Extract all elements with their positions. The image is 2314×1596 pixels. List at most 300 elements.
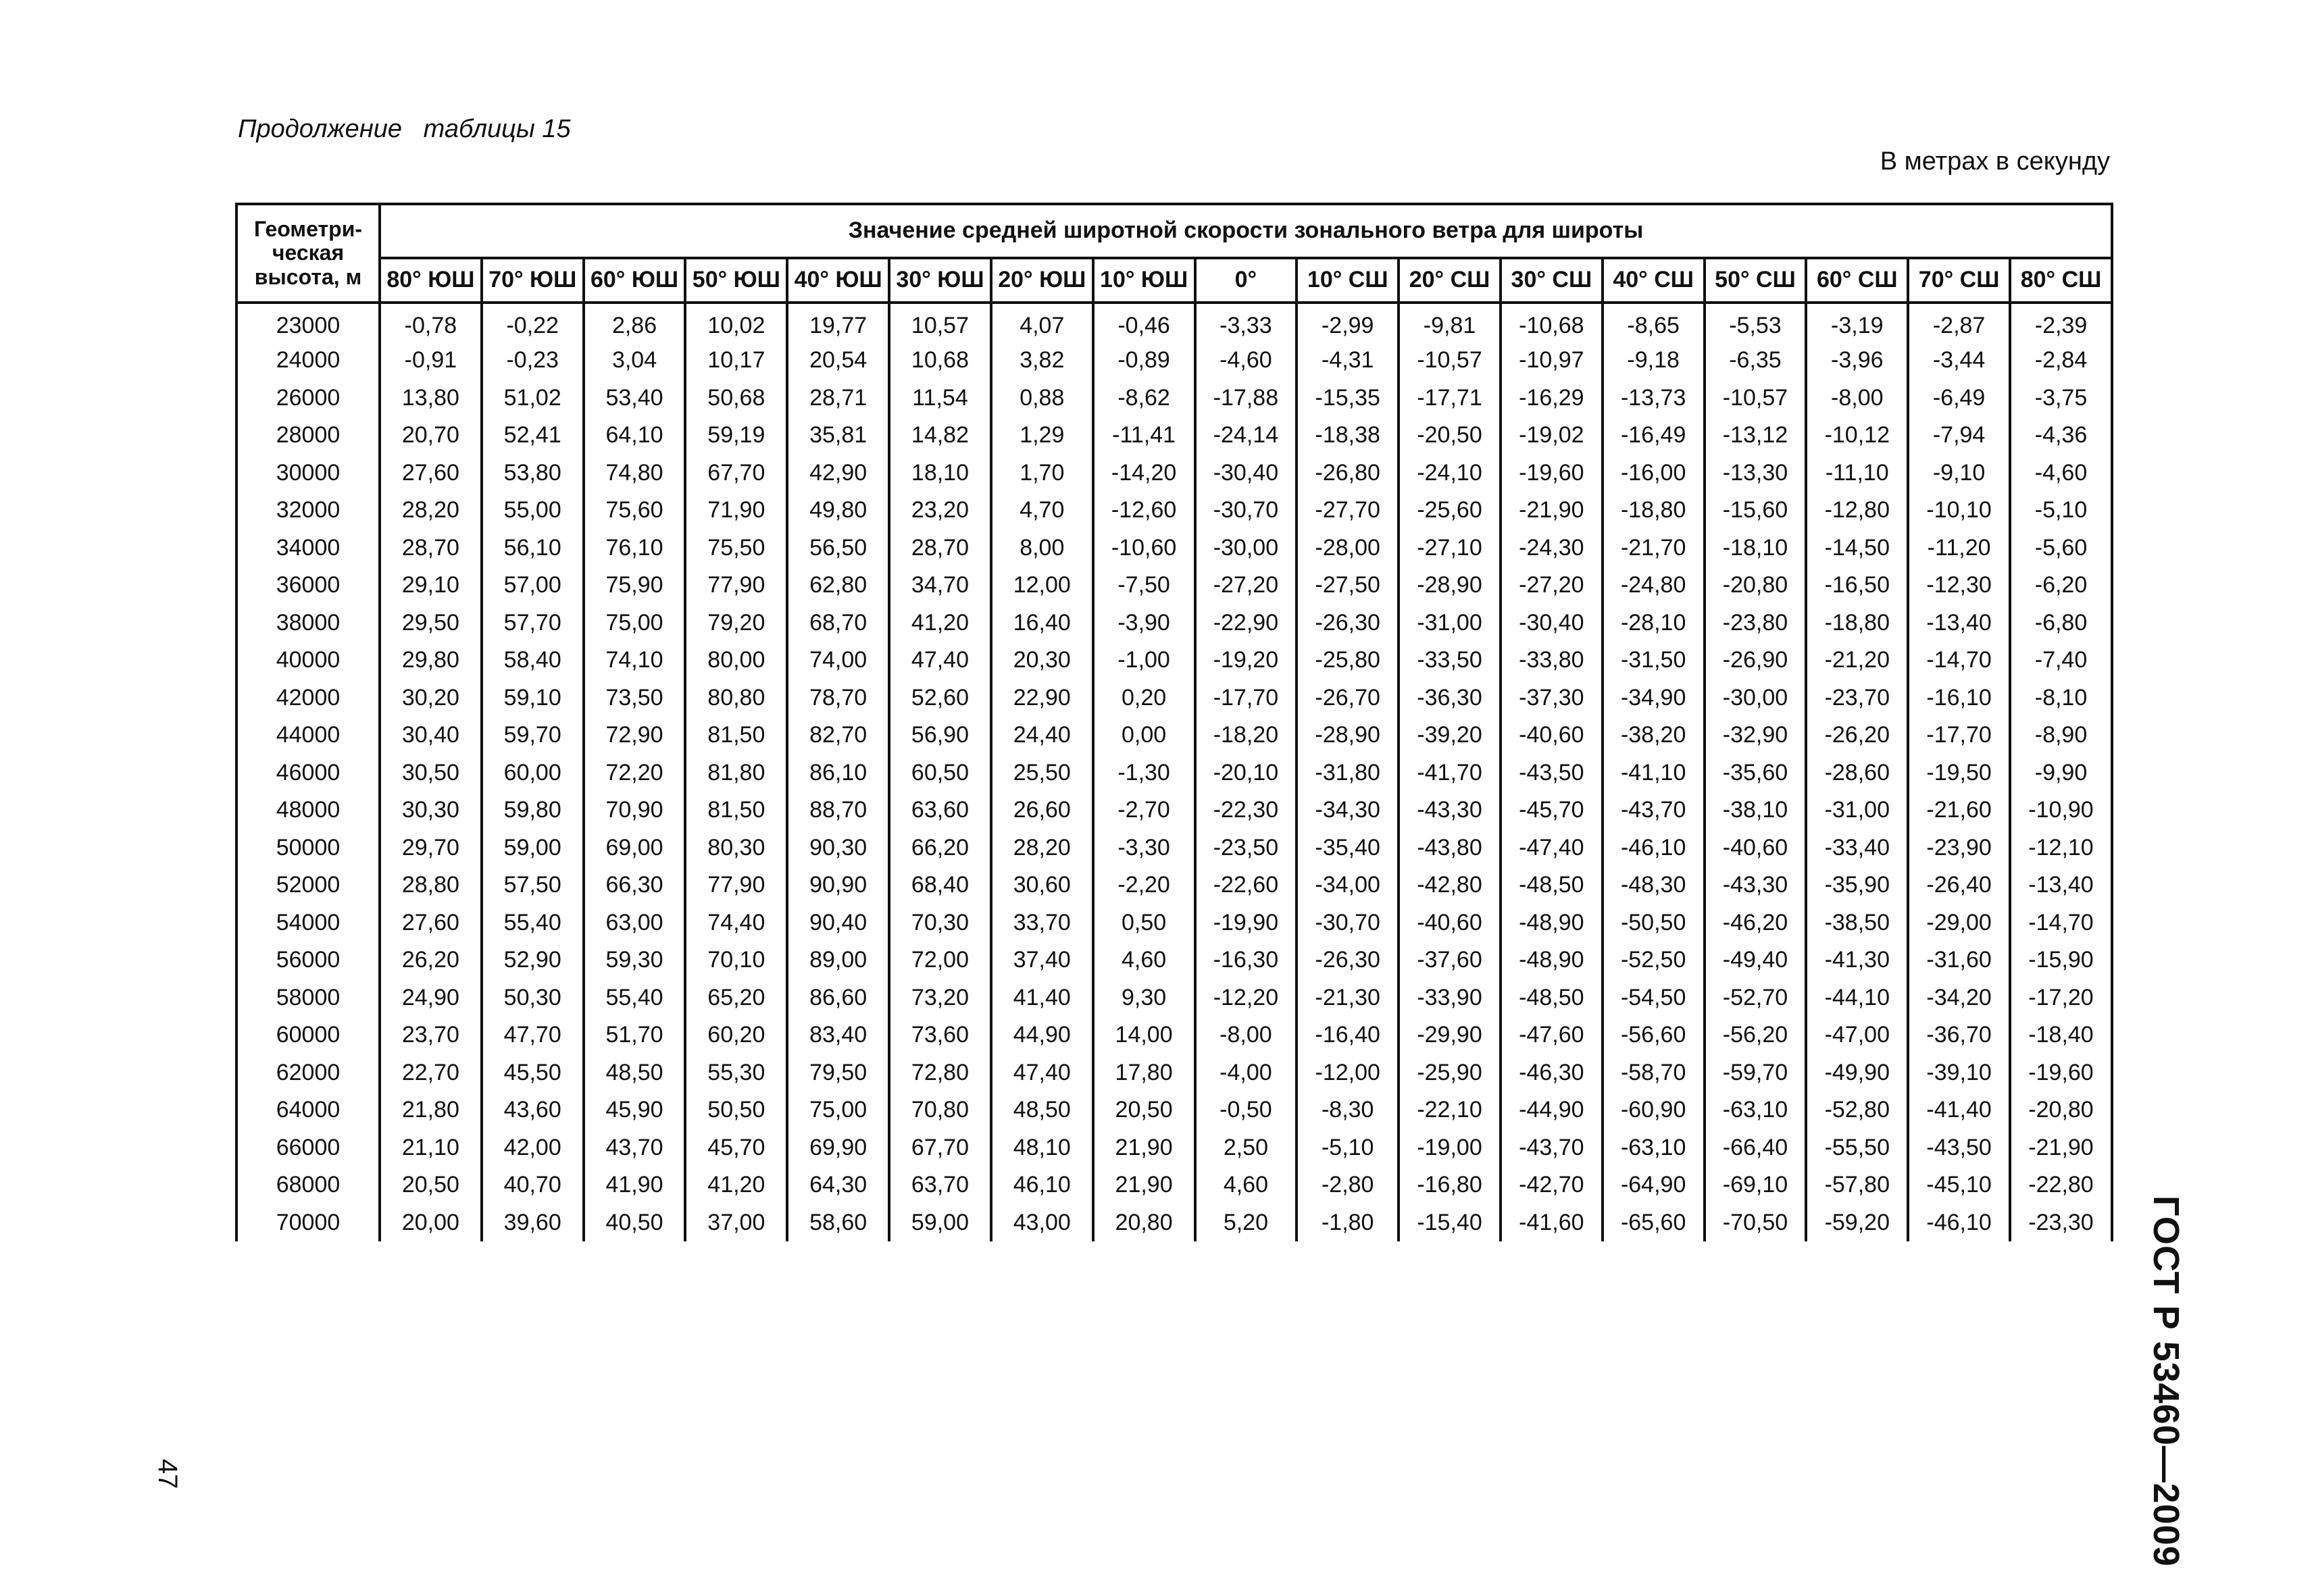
value-cell: -30,40: [1195, 455, 1297, 492]
table-row: [236, 455, 2112, 492]
value-cell: -7,94: [1908, 417, 2010, 455]
value-cell: 49,80: [787, 492, 889, 530]
value-cell: 75,00: [787, 1091, 889, 1129]
value-cell: -43,30: [1399, 792, 1501, 829]
value-cell: -30,70: [1297, 904, 1399, 942]
height-cell: 48000: [236, 792, 380, 829]
latitude-header: 10° ЮШ: [1093, 258, 1195, 303]
latitude-header: 0°: [1195, 258, 1297, 303]
value-cell: -22,10: [1399, 1091, 1501, 1129]
value-cell: 74,40: [685, 904, 787, 942]
value-cell: -23,80: [1705, 604, 1807, 642]
value-cell: -18,80: [1603, 492, 1705, 530]
value-cell: -19,50: [1908, 754, 2010, 792]
value-cell: 79,20: [685, 604, 787, 642]
value-cell: 63,70: [889, 1166, 991, 1204]
value-cell: 89,00: [787, 942, 889, 979]
value-cell: -24,80: [1603, 567, 1705, 604]
value-cell: 72,90: [584, 717, 686, 754]
value-cell: 24,90: [380, 979, 482, 1017]
value-cell: -12,80: [1806, 492, 1908, 530]
value-cell: 47,40: [991, 1054, 1093, 1092]
wind-speed-table: [235, 203, 2113, 1241]
value-cell: 4,60: [1093, 942, 1195, 979]
table-row: [236, 604, 2112, 642]
table-caption: Продолжение таблицы 15: [238, 115, 571, 143]
page-number: 47: [153, 1459, 182, 1489]
value-cell: 41,20: [889, 604, 991, 642]
value-cell: -16,80: [1399, 1166, 1501, 1204]
value-cell: 41,40: [991, 979, 1093, 1017]
value-cell: -38,50: [1806, 904, 1908, 942]
value-cell: -43,70: [1501, 1129, 1603, 1167]
value-cell: -28,90: [1399, 567, 1501, 604]
value-cell: -38,10: [1705, 792, 1807, 829]
value-cell: 69,00: [584, 829, 686, 867]
value-cell: -48,90: [1501, 942, 1603, 979]
value-cell: -52,80: [1806, 1091, 1908, 1129]
value-cell: -21,60: [1908, 792, 2010, 829]
value-cell: 30,50: [380, 754, 482, 792]
value-cell: -28,60: [1806, 754, 1908, 792]
value-cell: 52,41: [482, 417, 584, 455]
value-cell: -56,20: [1705, 1016, 1807, 1054]
value-cell: 30,20: [380, 679, 482, 717]
value-cell: 51,70: [584, 1016, 686, 1054]
value-cell: 64,30: [787, 1166, 889, 1204]
value-cell: 29,70: [380, 829, 482, 867]
value-cell: -5,53: [1705, 303, 1807, 342]
value-cell: 21,90: [1093, 1129, 1195, 1167]
value-cell: -43,30: [1705, 867, 1807, 904]
value-cell: 70,90: [584, 792, 686, 829]
value-cell: -63,10: [1603, 1129, 1705, 1167]
value-cell: -20,80: [1705, 567, 1807, 604]
value-cell: -40,60: [1501, 717, 1603, 754]
value-cell: 20,70: [380, 417, 482, 455]
value-cell: 28,70: [889, 530, 991, 567]
value-cell: -13,30: [1705, 455, 1807, 492]
value-cell: -15,90: [2010, 942, 2112, 979]
table-row: [236, 303, 2112, 342]
value-cell: -50,50: [1603, 904, 1705, 942]
table-row: [236, 530, 2112, 567]
value-cell: -46,10: [1603, 829, 1705, 867]
value-cell: 60,50: [889, 754, 991, 792]
value-cell: -4,36: [2010, 417, 2112, 455]
value-cell: 70,80: [889, 1091, 991, 1129]
value-cell: -31,60: [1908, 942, 2010, 979]
value-cell: 50,68: [685, 380, 787, 417]
value-cell: -14,20: [1093, 455, 1195, 492]
value-cell: 42,00: [482, 1129, 584, 1167]
value-cell: 5,20: [1195, 1204, 1297, 1242]
value-cell: 47,70: [482, 1016, 584, 1054]
height-header-text: Геометри- ческая высота, м: [253, 217, 363, 289]
value-cell: 67,70: [685, 455, 787, 492]
value-cell: -22,60: [1195, 867, 1297, 904]
value-cell: 90,30: [787, 829, 889, 867]
value-cell: 48,50: [584, 1054, 686, 1092]
table-row: [236, 829, 2112, 867]
value-cell: -43,70: [1603, 792, 1705, 829]
value-cell: 18,10: [889, 455, 991, 492]
value-cell: 23,70: [380, 1016, 482, 1054]
value-cell: -4,00: [1195, 1054, 1297, 1092]
value-cell: 90,40: [787, 904, 889, 942]
value-cell: -29,90: [1399, 1016, 1501, 1054]
value-cell: 29,10: [380, 567, 482, 604]
value-cell: -6,80: [2010, 604, 2112, 642]
value-cell: 48,10: [991, 1129, 1093, 1167]
value-cell: 23,20: [889, 492, 991, 530]
value-cell: -12,60: [1093, 492, 1195, 530]
value-cell: 1,70: [991, 455, 1093, 492]
latitude-header: 30° ЮШ: [889, 258, 991, 303]
value-cell: -34,00: [1297, 867, 1399, 904]
height-cell: 40000: [236, 642, 380, 679]
value-cell: -19,00: [1399, 1129, 1501, 1167]
value-cell: 30,40: [380, 717, 482, 754]
height-cell: 50000: [236, 829, 380, 867]
table-row: [236, 867, 2112, 904]
value-cell: -34,30: [1297, 792, 1399, 829]
value-cell: -19,60: [2010, 1054, 2112, 1092]
value-cell: 81,50: [685, 717, 787, 754]
value-cell: -41,30: [1806, 942, 1908, 979]
value-cell: 28,71: [787, 380, 889, 417]
table-row: [236, 979, 2112, 1017]
value-cell: -41,60: [1501, 1204, 1603, 1242]
value-cell: 26,20: [380, 942, 482, 979]
value-cell: -16,49: [1603, 417, 1705, 455]
height-cell: 46000: [236, 754, 380, 792]
value-cell: -29,00: [1908, 904, 2010, 942]
value-cell: -3,19: [1806, 303, 1908, 342]
value-cell: -58,70: [1603, 1054, 1705, 1092]
value-cell: -63,10: [1705, 1091, 1807, 1129]
value-cell: 26,60: [991, 792, 1093, 829]
value-cell: 59,70: [482, 717, 584, 754]
value-cell: 45,90: [584, 1091, 686, 1129]
value-cell: -48,90: [1501, 904, 1603, 942]
value-cell: -22,30: [1195, 792, 1297, 829]
value-cell: -18,20: [1195, 717, 1297, 754]
value-cell: -33,90: [1399, 979, 1501, 1017]
value-cell: -17,20: [2010, 979, 2112, 1017]
value-cell: 9,30: [1093, 979, 1195, 1017]
value-cell: -11,20: [1908, 530, 2010, 567]
value-cell: -46,30: [1501, 1054, 1603, 1092]
value-cell: -41,40: [1908, 1091, 2010, 1129]
value-cell: -9,81: [1399, 303, 1501, 342]
value-cell: 66,20: [889, 829, 991, 867]
value-cell: -43,80: [1399, 829, 1501, 867]
value-cell: 59,10: [482, 679, 584, 717]
value-cell: 58,60: [787, 1204, 889, 1242]
value-cell: -26,80: [1297, 455, 1399, 492]
value-cell: -15,60: [1705, 492, 1807, 530]
table-row: [236, 792, 2112, 829]
height-cell: 52000: [236, 867, 380, 904]
height-cell: 24000: [236, 342, 380, 380]
value-cell: 28,20: [991, 829, 1093, 867]
value-cell: 43,60: [482, 1091, 584, 1129]
value-cell: -23,70: [1806, 679, 1908, 717]
value-cell: -1,00: [1093, 642, 1195, 679]
value-cell: 46,10: [991, 1166, 1093, 1204]
value-cell: -10,57: [1399, 342, 1501, 380]
latitude-header: 60° ЮШ: [584, 258, 686, 303]
value-cell: 68,70: [787, 604, 889, 642]
value-cell: 64,10: [584, 417, 686, 455]
value-cell: -23,50: [1195, 829, 1297, 867]
value-cell: 59,00: [889, 1204, 991, 1242]
value-cell: -0,23: [482, 342, 584, 380]
value-cell: -32,90: [1705, 717, 1807, 754]
table-row: [236, 1204, 2112, 1242]
value-cell: -45,10: [1908, 1166, 2010, 1204]
value-cell: 55,30: [685, 1054, 787, 1092]
value-cell: 0,50: [1093, 904, 1195, 942]
latitude-header: 80° СШ: [2010, 258, 2112, 303]
table-row: [236, 342, 2112, 380]
table-row: [236, 1091, 2112, 1129]
value-cell: -16,29: [1501, 380, 1603, 417]
table-body: [236, 303, 2112, 1241]
value-cell: -7,40: [2010, 642, 2112, 679]
value-cell: -31,50: [1603, 642, 1705, 679]
value-cell: -3,96: [1806, 342, 1908, 380]
latitude-header: 40° СШ: [1603, 258, 1705, 303]
value-cell: 20,50: [380, 1166, 482, 1204]
value-cell: -38,20: [1603, 717, 1705, 754]
value-cell: 19,77: [787, 303, 889, 342]
value-cell: -3,33: [1195, 303, 1297, 342]
latitude-header: 40° ЮШ: [787, 258, 889, 303]
value-cell: -33,50: [1399, 642, 1501, 679]
value-cell: 29,50: [380, 604, 482, 642]
value-cell: -36,30: [1399, 679, 1501, 717]
value-cell: 63,00: [584, 904, 686, 942]
value-cell: 24,40: [991, 717, 1093, 754]
value-cell: -2,70: [1093, 792, 1195, 829]
value-cell: -43,50: [1501, 754, 1603, 792]
value-cell: 80,30: [685, 829, 787, 867]
value-cell: 43,70: [584, 1129, 686, 1167]
value-cell: -25,90: [1399, 1054, 1501, 1092]
value-cell: -47,00: [1806, 1016, 1908, 1054]
value-cell: -22,90: [1195, 604, 1297, 642]
value-cell: 86,60: [787, 979, 889, 1017]
value-cell: 59,80: [482, 792, 584, 829]
value-cell: -7,50: [1093, 567, 1195, 604]
value-cell: -0,46: [1093, 303, 1195, 342]
value-cell: -26,30: [1297, 942, 1399, 979]
value-cell: 0,20: [1093, 679, 1195, 717]
value-cell: -10,10: [1908, 492, 2010, 530]
height-cell: 70000: [236, 1204, 380, 1242]
value-cell: 14,00: [1093, 1016, 1195, 1054]
value-cell: -34,20: [1908, 979, 2010, 1017]
value-cell: 43,00: [991, 1204, 1093, 1242]
value-cell: 59,19: [685, 417, 787, 455]
value-cell: -31,80: [1297, 754, 1399, 792]
height-cell: 66000: [236, 1129, 380, 1167]
value-cell: 70,30: [889, 904, 991, 942]
value-cell: 20,30: [991, 642, 1093, 679]
value-cell: -30,40: [1501, 604, 1603, 642]
latitude-header: 30° СШ: [1501, 258, 1603, 303]
value-cell: -21,70: [1603, 530, 1705, 567]
value-cell: 22,70: [380, 1054, 482, 1092]
latitude-header-row: [236, 258, 2112, 303]
value-cell: 81,80: [685, 754, 787, 792]
value-cell: 70,10: [685, 942, 787, 979]
value-cell: 88,70: [787, 792, 889, 829]
value-cell: 86,10: [787, 754, 889, 792]
value-cell: -42,70: [1501, 1166, 1603, 1204]
value-cell: 4,60: [1195, 1166, 1297, 1204]
latitude-group-header: Значение средней широтной скорости зонального ветра для широты: [380, 204, 2112, 258]
value-cell: 73,20: [889, 979, 991, 1017]
value-cell: -69,10: [1705, 1166, 1807, 1204]
value-cell: -37,30: [1501, 679, 1603, 717]
value-cell: -2,39: [2010, 303, 2112, 342]
value-cell: -36,70: [1908, 1016, 2010, 1054]
height-cell: 68000: [236, 1166, 380, 1204]
value-cell: -20,10: [1195, 754, 1297, 792]
value-cell: -66,40: [1705, 1129, 1807, 1167]
value-cell: -8,65: [1603, 303, 1705, 342]
value-cell: 8,00: [991, 530, 1093, 567]
value-cell: 34,70: [889, 567, 991, 604]
value-cell: 80,00: [685, 642, 787, 679]
latitude-header: 50° ЮШ: [685, 258, 787, 303]
value-cell: -2,84: [2010, 342, 2112, 380]
value-cell: -48,30: [1603, 867, 1705, 904]
value-cell: -14,50: [1806, 530, 1908, 567]
value-cell: -3,90: [1093, 604, 1195, 642]
value-cell: -26,40: [1908, 867, 2010, 904]
value-cell: 72,80: [889, 1054, 991, 1092]
value-cell: -40,60: [1705, 829, 1807, 867]
height-cell: 60000: [236, 1016, 380, 1054]
value-cell: -5,60: [2010, 530, 2112, 567]
value-cell: -3,44: [1908, 342, 2010, 380]
value-cell: -54,50: [1603, 979, 1705, 1017]
value-cell: 13,80: [380, 380, 482, 417]
value-cell: 57,70: [482, 604, 584, 642]
value-cell: -22,80: [2010, 1166, 2112, 1204]
value-cell: 90,90: [787, 867, 889, 904]
height-cell: 56000: [236, 942, 380, 979]
value-cell: -49,40: [1705, 942, 1807, 979]
value-cell: -28,00: [1297, 530, 1399, 567]
value-cell: 47,40: [889, 642, 991, 679]
value-cell: -21,20: [1806, 642, 1908, 679]
value-cell: 77,90: [685, 567, 787, 604]
document-standard-title: ГОСТ Р 53460—2009: [2146, 1195, 2186, 1567]
value-cell: -21,90: [1501, 492, 1603, 530]
value-cell: -6,35: [1705, 342, 1807, 380]
table-row: [236, 380, 2112, 417]
height-column-header: [236, 204, 380, 303]
value-cell: -45,70: [1501, 792, 1603, 829]
value-cell: -24,10: [1399, 455, 1501, 492]
value-cell: -18,80: [1806, 604, 1908, 642]
value-cell: -14,70: [2010, 904, 2112, 942]
value-cell: -33,80: [1501, 642, 1603, 679]
value-cell: 75,90: [584, 567, 686, 604]
value-cell: -42,80: [1399, 867, 1501, 904]
value-cell: 57,00: [482, 567, 584, 604]
value-cell: 55,00: [482, 492, 584, 530]
value-cell: -5,10: [1297, 1129, 1399, 1167]
value-cell: 37,40: [991, 942, 1093, 979]
height-cell: 42000: [236, 679, 380, 717]
value-cell: 75,50: [685, 530, 787, 567]
table-row: [236, 1166, 2112, 1204]
value-cell: -23,30: [2010, 1204, 2112, 1242]
height-cell: 28000: [236, 417, 380, 455]
value-cell: -11,10: [1806, 455, 1908, 492]
value-cell: 4,07: [991, 303, 1093, 342]
value-cell: 50,30: [482, 979, 584, 1017]
value-cell: 60,20: [685, 1016, 787, 1054]
value-cell: -15,40: [1399, 1204, 1501, 1242]
value-cell: 25,50: [991, 754, 1093, 792]
value-cell: 75,00: [584, 604, 686, 642]
value-cell: -27,10: [1399, 530, 1501, 567]
value-cell: -17,70: [1908, 717, 2010, 754]
value-cell: -37,60: [1399, 942, 1501, 979]
value-cell: 63,60: [889, 792, 991, 829]
value-cell: 59,00: [482, 829, 584, 867]
value-cell: 55,40: [584, 979, 686, 1017]
value-cell: -25,80: [1297, 642, 1399, 679]
value-cell: 10,57: [889, 303, 991, 342]
value-cell: 42,90: [787, 455, 889, 492]
value-cell: 74,00: [787, 642, 889, 679]
value-cell: 56,10: [482, 530, 584, 567]
height-cell: 38000: [236, 604, 380, 642]
value-cell: -16,50: [1806, 567, 1908, 604]
table-row: [236, 679, 2112, 717]
height-cell: 36000: [236, 567, 380, 604]
height-cell: 44000: [236, 717, 380, 754]
value-cell: -49,90: [1806, 1054, 1908, 1092]
value-cell: -0,89: [1093, 342, 1195, 380]
value-cell: 58,40: [482, 642, 584, 679]
value-cell: -12,10: [2010, 829, 2112, 867]
value-cell: 59,30: [584, 942, 686, 979]
height-cell: 30000: [236, 455, 380, 492]
value-cell: -40,60: [1399, 904, 1501, 942]
value-cell: 27,60: [380, 904, 482, 942]
value-cell: -60,90: [1603, 1091, 1705, 1129]
value-cell: 78,70: [787, 679, 889, 717]
value-cell: -48,50: [1501, 867, 1603, 904]
value-cell: 20,00: [380, 1204, 482, 1242]
value-cell: -43,50: [1908, 1129, 2010, 1167]
value-cell: 30,60: [991, 867, 1093, 904]
value-cell: 17,80: [1093, 1054, 1195, 1092]
value-cell: -35,40: [1297, 829, 1399, 867]
value-cell: 73,60: [889, 1016, 991, 1054]
value-cell: 74,10: [584, 642, 686, 679]
value-cell: 28,80: [380, 867, 482, 904]
